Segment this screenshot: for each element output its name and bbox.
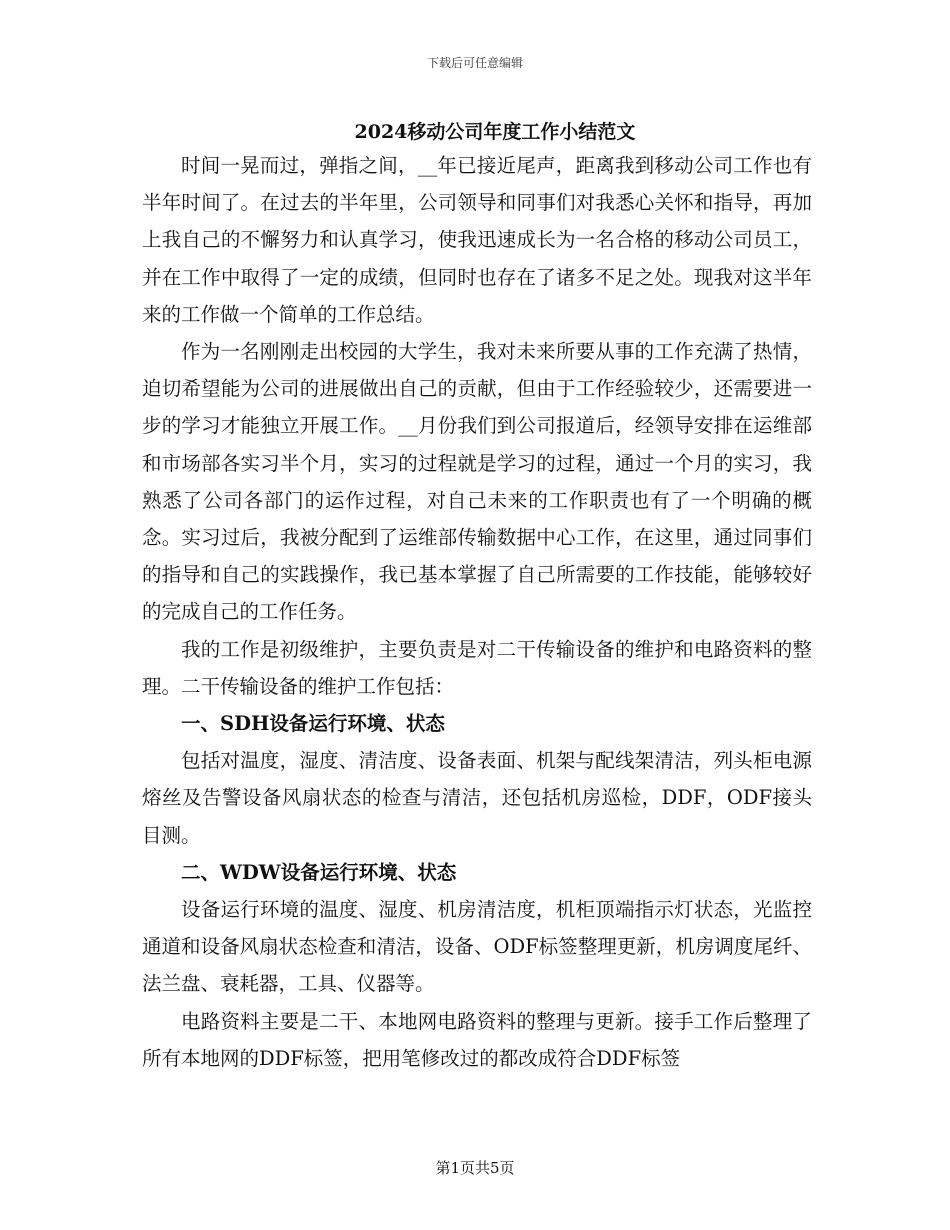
section-heading-sdh: 一、SDH设备运行环境、状态 (181, 712, 445, 736)
paragraph-duties: 我的工作是初级维护，主要负责是对二干传输设备的维护和电路资料的整理。二干传输设备的维护工作包括： (142, 637, 812, 698)
document-title: 2024移动公司年度工作小结范文 (354, 121, 636, 143)
section-heading-wdw: 二、WDW设备运行环境、状态 (181, 860, 457, 884)
paragraph-sdh: 包括对温度，湿度、清洁度、设备表面、机架与配线架清洁，列头柜电源熔丝及告警设备风扇状态的检查与清洁，还包括机房巡检，DDF，ODF接头目测。 (142, 749, 812, 847)
header-note: 下载后可任意编辑 (426, 56, 523, 70)
paragraph-intro: 时间一晃而过，弹指之间，__年已接近尾声，距离我到移动公司工作也有半年时间了。在过去的半年里，公司领导和同事们对我悉心关怀和指导，再加上我自己的不懈努力和认真学习，使我迅速成长为一名合格的移动公司员工，并在工作中取得了一定的成绩，但同时也存在了诸多不足之处。现我对这半年来的工作做一个简单的工作总结。 (142, 154, 812, 326)
paragraph-background: 作为一名刚刚走出校园的大学生，我对未来所要从事的工作充满了热情，迫切希望能为公司的进展做出自己的贡献，但由于工作经验较少，还需要进一步的学习才能独立开展工作。__月份我们到公司报道后，经领导安排在运维部和市场部各实习半个月，实习的过程就是学习的过程，通过一个月的实习，我熟悉了公司各部门的运作过程，对自己未来的工作职责也有了一个明确的概念。实习过后，我被分配到了运维部传输数据中心工作，在这里，通过同事们的指导和自己的实践操作，我已基本掌握了自己所需要的工作技能，能够较好的完成自己的工作任务。 (142, 340, 812, 624)
page-footer: 第1页共5页 (435, 1159, 515, 1177)
paragraph-wdw: 设备运行环境的温度、湿度、机房清洁度，机柜顶端指示灯状态，光监控通道和设备风扇状态检查和清洁，设备、ODF标签整理更新，机房调度尾纤、法兰盘、衰耗器，工具、仪器等。 (142, 898, 812, 996)
document-body (142, 147, 812, 1077)
paragraph-circuit-data: 电路资料主要是二干、本地网电路资料的整理与更新。接手工作后整理了所有本地网的DDF标签，把用笔修改过的都改成符合DDF标签 (142, 1009, 812, 1070)
